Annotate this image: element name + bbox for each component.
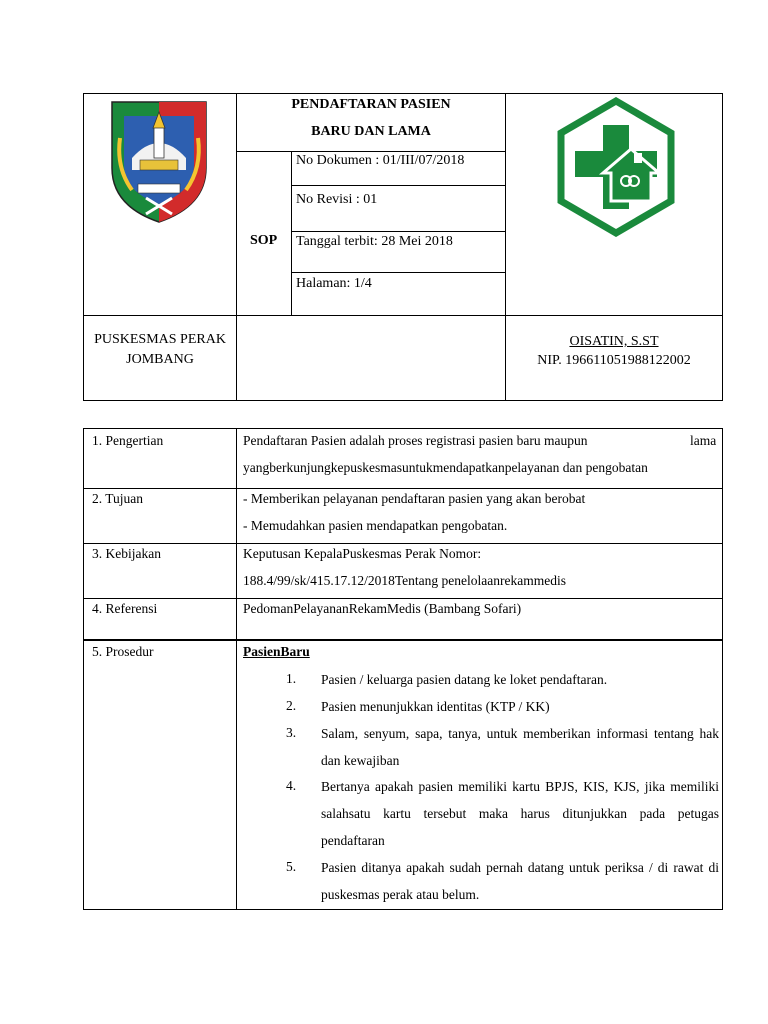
east-java-emblem-icon xyxy=(110,98,208,224)
step-text: Pasien ditanya apakah sudah pernah datang untuk periksa / di rawat di puskesmas perak atau belum. xyxy=(321,860,719,902)
step-number: 3. xyxy=(286,725,297,740)
step-number: 2. xyxy=(286,698,297,713)
org-line-2: JOMBANG xyxy=(126,352,194,367)
title-line-2: BARU DAN LAMA xyxy=(311,124,431,139)
kebijakan-line-2: 188.4/99/sk/415.17.12/2018Tentang penelolaanrekammedis xyxy=(243,573,566,588)
org-line-1: PUSKESMAS PERAK xyxy=(94,332,226,347)
step-number: 4. xyxy=(286,778,297,793)
no-revisi: No Revisi : 01 xyxy=(296,192,378,207)
section-label-prosedur: 5. Prosedur xyxy=(92,644,154,659)
no-dokumen: No Dokumen : 01/III/07/2018 xyxy=(296,153,465,168)
organization-name xyxy=(84,330,236,370)
sop-label: SOP xyxy=(250,233,278,248)
step-text: Salam, senyum, sapa, tanya, untuk memberikan informasi tentang hak dan kewajiban xyxy=(321,726,719,768)
section-label-referensi: 4. Referensi xyxy=(92,601,158,616)
prosedur-heading: PasienBaru xyxy=(243,644,310,659)
sop-content-table xyxy=(83,428,723,910)
signer-nip: NIP. 196611051988122002 xyxy=(537,353,691,368)
pengertian-line-1: Pendaftaran Pasien adalah proses registrasi pasien baru maupun xyxy=(243,433,588,448)
halaman: Halaman: 1/4 xyxy=(296,276,372,291)
section-label-tujuan: 2. Tujuan xyxy=(92,491,144,506)
pengertian-line-2: yangberkunjungkepuskesmasuntukmendapatkanpelayanan dan pengobatan xyxy=(243,460,648,475)
step-number: 5. xyxy=(286,859,297,874)
signer-name: OISATIN, S.ST xyxy=(569,334,659,349)
title-line-1: PENDAFTARAN PASIEN xyxy=(291,97,451,112)
signer-block xyxy=(506,332,722,370)
referensi-line-1: PedomanPelayananRekamMedis (Bambang Sofari) xyxy=(243,601,522,616)
tanggal-terbit: Tanggal terbit: 28 Mei 2018 xyxy=(296,234,453,249)
pengertian-line-1-end: lama xyxy=(690,433,717,448)
sop-header-table xyxy=(83,93,723,401)
section-label-kebijakan: 3. Kebijakan xyxy=(92,546,161,561)
step-text: Bertanya apakah pasien memiliki kartu BPJS, KIS, KJS, jika memiliki salahsatu kartu tersebut maka harus ditunjukkan pada petugas pendaftaran xyxy=(321,779,719,848)
step-text: Pasien / keluarga pasien datang ke loket pendaftaran. xyxy=(321,672,608,687)
step-text: Pasien menunjukkan identitas (KTP / KK) xyxy=(321,699,550,714)
kebijakan-line-1: Keputusan KepalaPuskesmas Perak Nomor: xyxy=(243,546,482,561)
step-number: 1. xyxy=(286,671,297,686)
puskesmas-logo-icon xyxy=(555,97,677,237)
tujuan-line-2: - Memudahkan pasien mendapatkan pengobatan. xyxy=(243,518,508,533)
section-label-pengertian: 1. Pengertian xyxy=(92,433,164,448)
tujuan-line-1: - Memberikan pelayanan pendaftaran pasien yang akan berobat xyxy=(243,491,586,506)
